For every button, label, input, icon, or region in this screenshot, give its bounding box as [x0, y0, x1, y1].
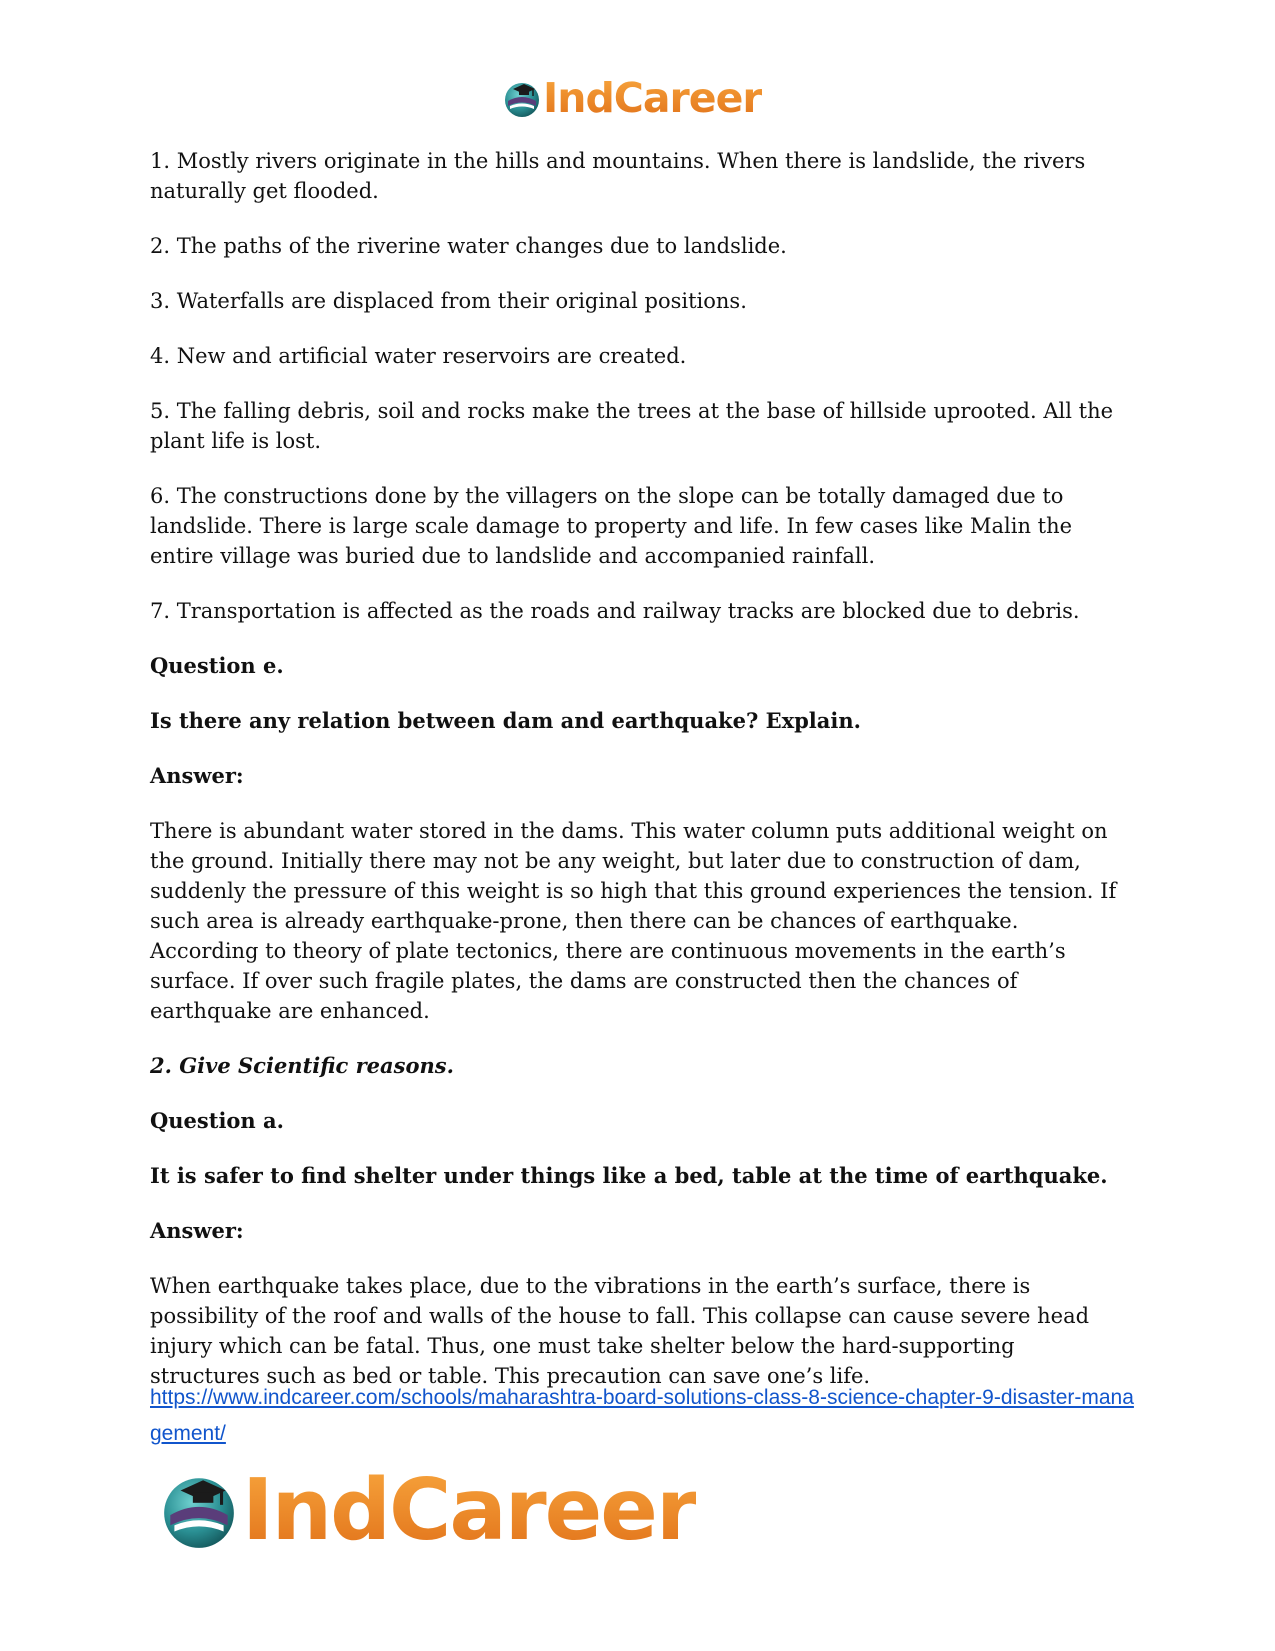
answer-label: Answer:	[150, 763, 244, 788]
logo-wordmark: IndCareer	[543, 74, 762, 122]
list-item: 4. New and artificial water reservoirs are created.	[150, 344, 687, 368]
globe-graduate-icon	[502, 79, 542, 119]
main-content	[150, 146, 1130, 1416]
logo-wordmark: IndCareer	[242, 1461, 696, 1560]
list-item: 3. Waterfalls are displaced from their original positions.	[150, 289, 747, 313]
question-label: Question e.	[150, 653, 284, 678]
list-item: 7. Transportation is affected as the roads and railway tracks are blocked due to debris.	[150, 599, 1080, 623]
globe-graduate-icon	[158, 1470, 240, 1552]
list-item: 6. The constructions done by the villagers on the slope can be totally damaged due to landslide. There is large scale damage to property and life. In few cases like Malin the entire village was buried due to landslide and accompanied rainfall.	[150, 484, 1073, 568]
question-label: Question a.	[150, 1108, 284, 1133]
list-item: 2. The paths of the riverine water changes due to landslide.	[150, 234, 787, 258]
answer-text: There is abundant water stored in the dams. This water column puts additional weight on the ground. Initially there may not be any weight, but later due to construction of dam, suddenly the pressure of this weight is so high that this ground experiences the tension. If such area is already earthquake-prone, then there can be chances of earthquake. According to theory of plate tectonics, there are continuous movements in the earth’s surface. If over such fragile plates, the dams are constructed then the chances of earthquake are enhanced.	[150, 819, 1117, 1023]
list-item: 1. Mostly rivers originate in the hills and mountains. When there is landslide, the rivers naturally get flooded.	[150, 149, 1086, 203]
header-logo	[502, 74, 762, 122]
list-item: 5. The falling debris, soil and rocks make the trees at the base of hillside uprooted. All the plant life is lost.	[150, 399, 1114, 453]
footer-logo	[158, 1461, 696, 1560]
answer-label: Answer:	[150, 1218, 244, 1243]
question-text: It is safer to find shelter under things like a bed, table at the time of earthquake.	[150, 1163, 1108, 1188]
source-link[interactable]: https://www.indcareer.com/schools/maharashtra-board-solutions-class-8-science-chapter-9-disaster-management/	[150, 1386, 1134, 1445]
question-text: Is there any relation between dam and earthquake? Explain.	[150, 708, 861, 733]
section-heading: 2. Give Scientific reasons.	[150, 1053, 454, 1078]
answer-text: When earthquake takes place, due to the vibrations in the earth’s surface, there is possibility of the roof and walls of the house to fall. This collapse can cause severe head injury which can be fatal. Thus, one must take shelter below the hard-supporting structures such as bed or table. This precaution can save one’s life.	[150, 1274, 1090, 1388]
